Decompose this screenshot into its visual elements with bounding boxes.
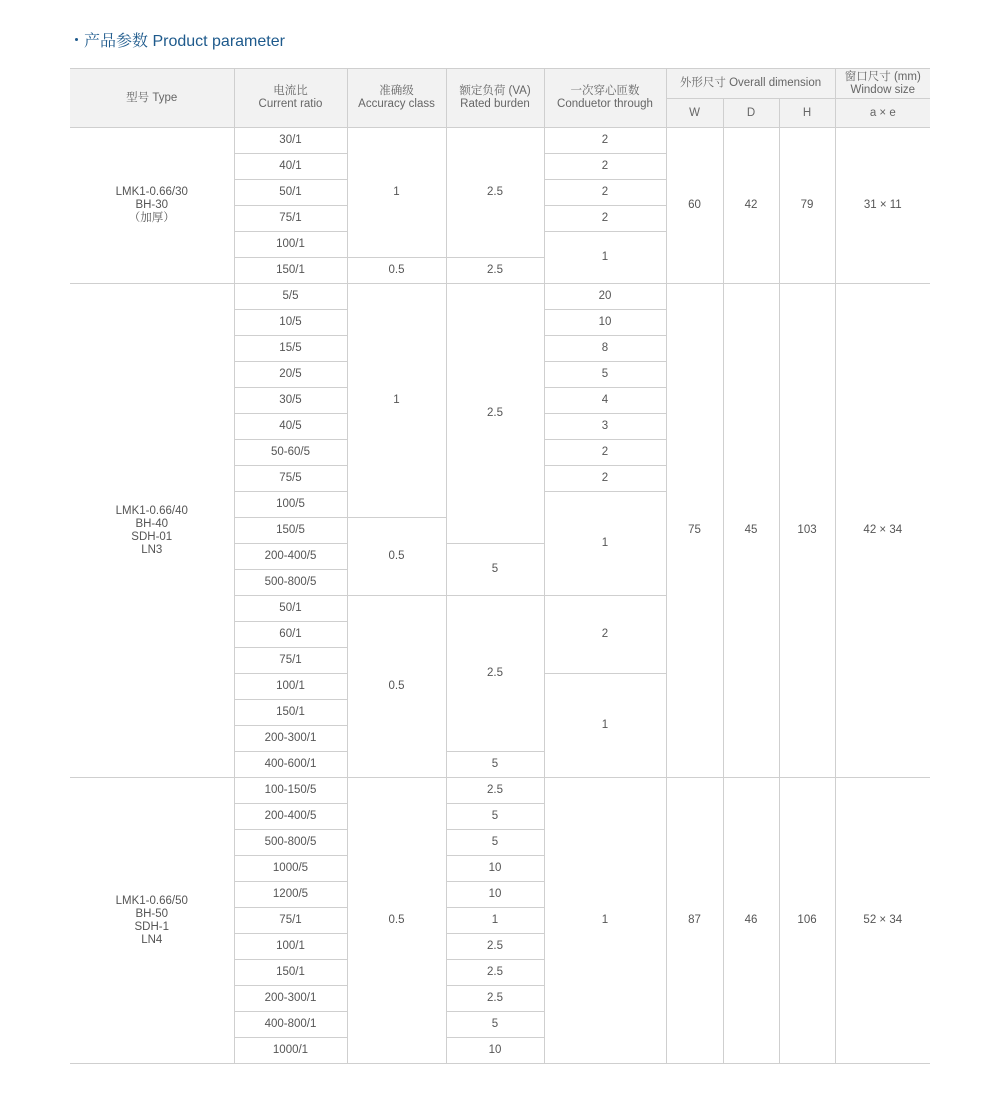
turns-cell: 1 xyxy=(544,674,666,778)
d-cell: 42 xyxy=(723,128,779,284)
header-overall-dimension: 外形尺寸 Overall dimension xyxy=(666,69,835,99)
accuracy-cell: 1 xyxy=(347,128,446,258)
table-row xyxy=(70,128,930,154)
table-row xyxy=(70,778,930,804)
ratio-cell: 50-60/5 xyxy=(234,440,347,466)
ratio-cell: 500-800/5 xyxy=(234,570,347,596)
turns-cell: 2 xyxy=(544,466,666,492)
ratio-cell: 100/1 xyxy=(234,674,347,700)
ratio-cell: 20/5 xyxy=(234,362,347,388)
burden-cell: 10 xyxy=(446,882,544,908)
turns-cell: 2 xyxy=(544,440,666,466)
header-accuracy-class: 准确级 Accuracy class xyxy=(347,69,446,128)
ratio-cell: 60/1 xyxy=(234,622,347,648)
product-parameter-table xyxy=(70,68,930,1064)
header-h: H xyxy=(779,99,835,128)
header-type: 型号 Type xyxy=(70,69,234,128)
burden-cell: 2.5 xyxy=(446,986,544,1012)
burden-cell: 1 xyxy=(446,908,544,934)
ratio-cell: 30/1 xyxy=(234,128,347,154)
type-cell: LMK1-0.66/40 BH-40 SDH-01 LN3 xyxy=(70,284,234,778)
turns-cell: 20 xyxy=(544,284,666,310)
burden-cell: 10 xyxy=(446,856,544,882)
burden-cell: 2.5 xyxy=(446,284,544,544)
ratio-cell: 200-300/1 xyxy=(234,726,347,752)
burden-cell: 2.5 xyxy=(446,128,544,258)
turns-cell: 2 xyxy=(544,128,666,154)
ratio-cell: 100/1 xyxy=(234,934,347,960)
accuracy-cell: 0.5 xyxy=(347,258,446,284)
bullet-dot xyxy=(75,38,78,41)
ratio-cell: 5/5 xyxy=(234,284,347,310)
header-rated-burden: 额定负荷 (VA) Rated burden xyxy=(446,69,544,128)
header-conductor-through: 一次穿心匝数 Conduetor through xyxy=(544,69,666,128)
ratio-cell: 75/1 xyxy=(234,908,347,934)
turns-cell: 2 xyxy=(544,206,666,232)
burden-cell: 2.5 xyxy=(446,596,544,752)
burden-cell: 5 xyxy=(446,804,544,830)
burden-cell: 5 xyxy=(446,830,544,856)
section-title xyxy=(75,30,285,54)
turns-cell: 5 xyxy=(544,362,666,388)
ratio-cell: 100/5 xyxy=(234,492,347,518)
burden-cell: 5 xyxy=(446,752,544,778)
burden-cell: 2.5 xyxy=(446,778,544,804)
header-axe: a × e xyxy=(835,99,930,128)
ratio-cell: 15/5 xyxy=(234,336,347,362)
ratio-cell: 75/1 xyxy=(234,206,347,232)
ratio-cell: 100/1 xyxy=(234,232,347,258)
turns-cell: 4 xyxy=(544,388,666,414)
ratio-cell: 200-400/5 xyxy=(234,804,347,830)
burden-cell: 2.5 xyxy=(446,934,544,960)
ratio-cell: 400-800/1 xyxy=(234,1012,347,1038)
ratio-cell: 150/5 xyxy=(234,518,347,544)
turns-cell: 8 xyxy=(544,336,666,362)
ratio-cell: 75/1 xyxy=(234,648,347,674)
ratio-cell: 400-600/1 xyxy=(234,752,347,778)
window-cell: 52 × 34 xyxy=(835,778,930,1064)
header-d: D xyxy=(723,99,779,128)
turns-cell: 1 xyxy=(544,492,666,596)
turns-cell: 2 xyxy=(544,180,666,206)
turns-cell: 1 xyxy=(544,778,666,1064)
ratio-cell: 30/5 xyxy=(234,388,347,414)
section-title-text: 产品参数 Product parameter xyxy=(84,33,285,50)
burden-cell: 10 xyxy=(446,1038,544,1064)
table-row xyxy=(70,284,930,310)
ratio-cell: 150/1 xyxy=(234,258,347,284)
ratio-cell: 1200/5 xyxy=(234,882,347,908)
ratio-cell: 40/1 xyxy=(234,154,347,180)
w-cell: 87 xyxy=(666,778,723,1064)
accuracy-cell: 0.5 xyxy=(347,778,446,1064)
burden-cell: 5 xyxy=(446,1012,544,1038)
accuracy-cell: 1 xyxy=(347,284,446,518)
burden-cell: 2.5 xyxy=(446,258,544,284)
d-cell: 45 xyxy=(723,284,779,778)
h-cell: 106 xyxy=(779,778,835,1064)
ratio-cell: 200-300/1 xyxy=(234,986,347,1012)
header-current-ratio: 电流比 Current ratio xyxy=(234,69,347,128)
ratio-cell: 150/1 xyxy=(234,960,347,986)
ratio-cell: 100-150/5 xyxy=(234,778,347,804)
window-cell: 31 × 11 xyxy=(835,128,930,284)
h-cell: 79 xyxy=(779,128,835,284)
w-cell: 75 xyxy=(666,284,723,778)
type-cell: LMK1-0.66/50 BH-50 SDH-1 LN4 xyxy=(70,778,234,1064)
turns-cell: 2 xyxy=(544,154,666,180)
ratio-cell: 1000/1 xyxy=(234,1038,347,1064)
ratio-cell: 200-400/5 xyxy=(234,544,347,570)
header-w: W xyxy=(666,99,723,128)
burden-cell: 5 xyxy=(446,544,544,596)
ratio-cell: 75/5 xyxy=(234,466,347,492)
ratio-cell: 40/5 xyxy=(234,414,347,440)
burden-cell: 2.5 xyxy=(446,960,544,986)
ratio-cell: 10/5 xyxy=(234,310,347,336)
turns-cell: 2 xyxy=(544,596,666,674)
window-cell: 42 × 34 xyxy=(835,284,930,778)
turns-cell: 3 xyxy=(544,414,666,440)
turns-cell: 10 xyxy=(544,310,666,336)
w-cell: 60 xyxy=(666,128,723,284)
header-window-size: 窗口尺寸 (mm) Window size xyxy=(835,69,930,99)
accuracy-cell: 0.5 xyxy=(347,596,446,778)
ratio-cell: 500-800/5 xyxy=(234,830,347,856)
turns-cell: 1 xyxy=(544,232,666,284)
accuracy-cell: 0.5 xyxy=(347,518,446,596)
d-cell: 46 xyxy=(723,778,779,1064)
ratio-cell: 50/1 xyxy=(234,596,347,622)
ratio-cell: 50/1 xyxy=(234,180,347,206)
ratio-cell: 150/1 xyxy=(234,700,347,726)
h-cell: 103 xyxy=(779,284,835,778)
ratio-cell: 1000/5 xyxy=(234,856,347,882)
type-cell: LMK1-0.66/30 BH-30 （加厚） xyxy=(70,128,234,284)
